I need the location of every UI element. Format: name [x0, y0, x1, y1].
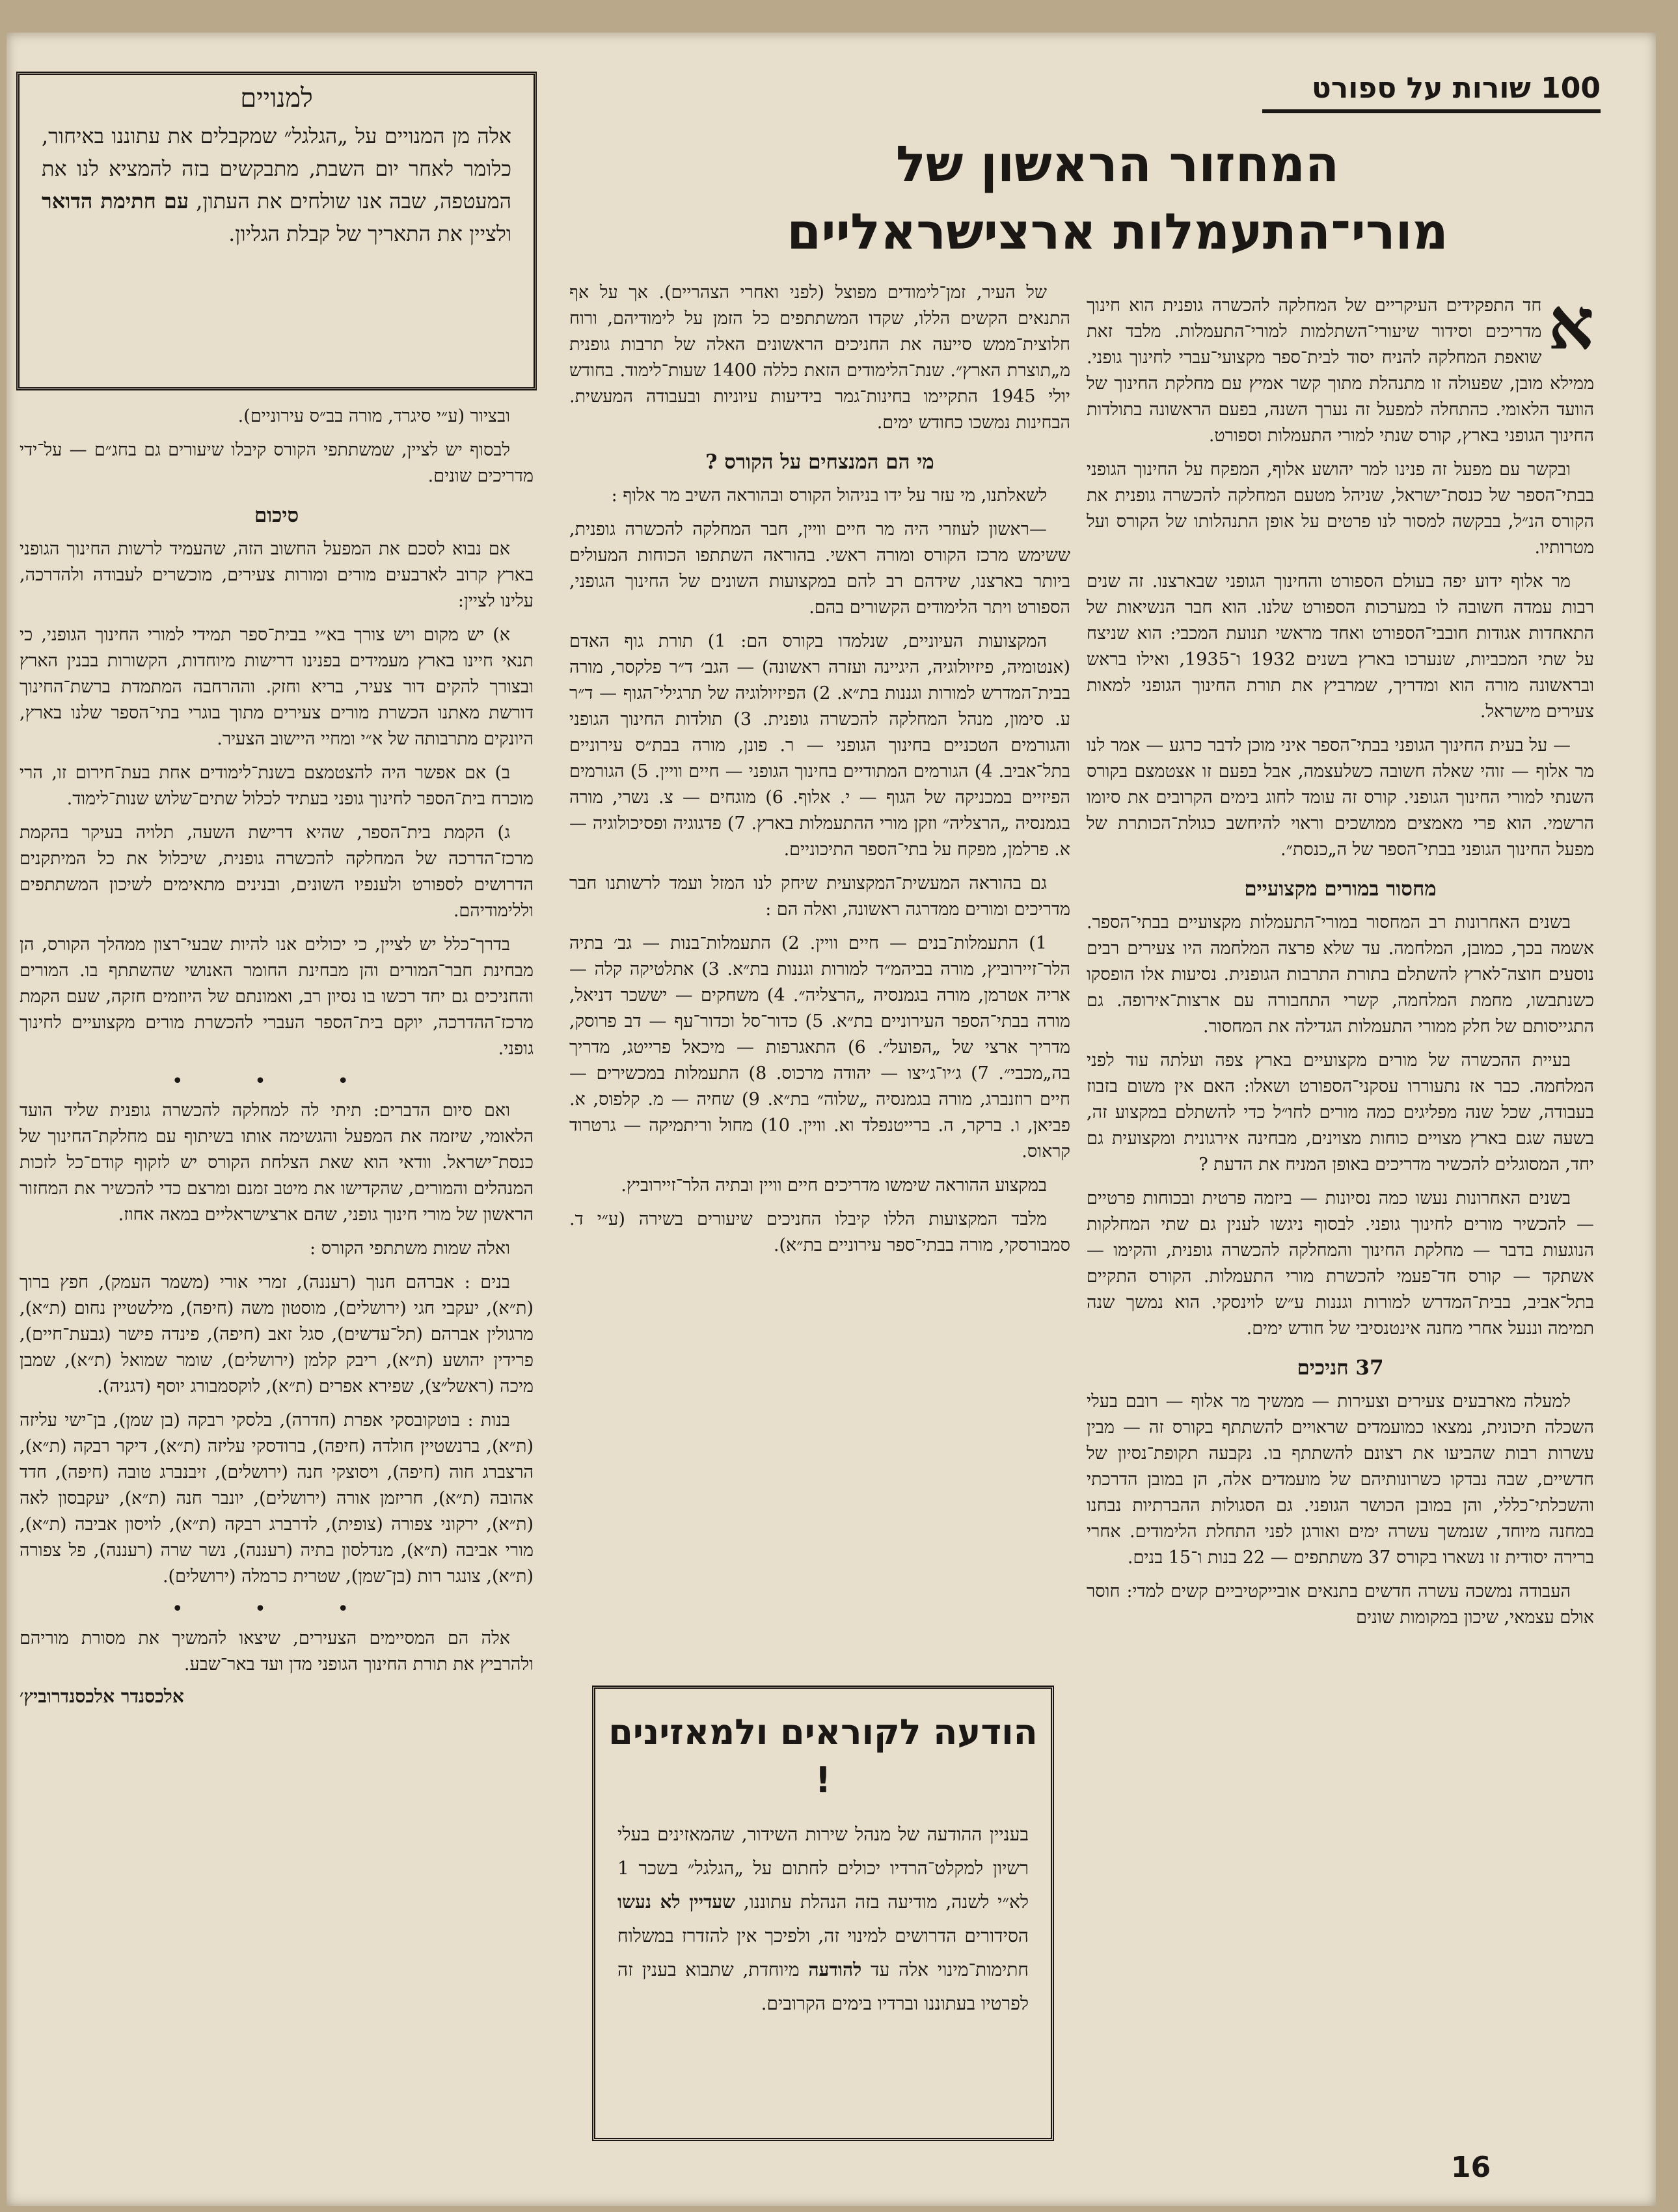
readers-notice-text-2: הסידורים הדרושים למינוי זה, ולפיכך אין להזדרז במשלוח חתימות־מינוי אלה עד	[617, 1925, 1029, 1980]
article-paragraph-text: חד התפקידים העיקריים של המחלקה להכשרה גופנית הוא חינוך מדריכים וסידור שיעורי־השתלמות למורי־התעמלות. מלבד זאת שואפת המחלקה להניח יסוד לבית־ספר מקצועי־עברי לחינוך גופני. ממילא מובן, שפעולה זו מתנהלת מתוך קשר אמיץ עם מחלקת החינוך של הוועד הלאומי. כהתחלה למפעל זה נערך השנה, בפעם הראשונה בתולדות החינוך הגופני בארץ, קורס שנתי למורי התעמלות וספורט.	[1087, 295, 1594, 446]
article-paragraph: —ראשון לעוזרי היה מר חיים וויין, חבר המחלקה להכשרה גופנית, ששימש מרכז הקורס ומורה ראשי. בהוראה השתתפו הכוחות המעולים ביותר בארצנו, שידהם רב להם במקצועות השונים של החינוך הגופני, הספורט ויתר הלימודים הקשורים בהם.	[569, 519, 1070, 618]
subscribers-notice-text-1: אלה מן המנויים על „הגלגל״ שמקבלים את עתוננו באיחור, כלומר לאחר יום השבת, מתבקשים בזה להמציא לנו את המעטפה, שבה אנו שולחים את העתון,	[42, 124, 512, 213]
series-title: 100 שורות על ספורט	[1262, 72, 1601, 113]
section-divider: • • •	[171, 1070, 382, 1093]
article-paragraph: המקצועות העיוניים, שנלמדו בקורס הם: 1) תורת גוף האדם (אנטומיה, פיזיולוגיה, היגיינה ועזרה ראשונה) — הגב׳ ד״ר פלקסר, מורה בבית־המדרש למורות וגננות בת״א. 2) הפיזיולוגיה של תרגילי־הגוף — ד״ר ע. סימון, מנהל המחלקה להכשרה גופנית. 3) תולדות החינוך הגופני והגורמים הטכניים בחינוך הגופני — ר. פונן, מורה בבת״ס עירוניים בתל־אביב. 4) הגורמים המתודיים בחינוך הגופני — חיים וויין. 5) הגורמים הפיזיים במכניקה של הגוף — י. אלוף. 6) מוגחים — צ. נשרי, מורה בגמנסיה „הרצליה״ וזקן מורי ההתעמלות בארץ. 7) פדגוגיה ופסיכולוגיה — א. פרלמן, מפקח על בתי־הספר התיכוניים.	[569, 631, 1070, 860]
article-paragraph: למעלה מארבעים צעירים וצעירות — ממשיך מר אלוף — רובם בעלי השכלה תיכונית, נמצאו כמועמדים שראויים להשתתף בקורס זה — מבין עשרות רבות שהביעו את רצונם להשתתף בו. נקבעה תקופת־נסיון של חדשיים, שבה נבדקו כשרונותיהם של מועמדים אלה, הן במובן הדרכתי והשכלתי־כללי, והן במובן הכושר הגופני. גם הסגולות ההברתיות נבחנו במחנה מיוחד, שנמשך עשרה ימים ואורגן לפני התחלת הלימודים. אחרי ברירה יסודית זו נשארו בקורס 37 משתתפים — 22 בנות ו־15 בנים.	[1087, 1391, 1594, 1568]
article-column-2	[569, 280, 1070, 1666]
article-column-3	[20, 403, 534, 2148]
article-paragraph: ואלה שמות משתתפי הקורס :	[310, 1238, 510, 1259]
article-paragraph: לבסוף יש לציין, שמשתתפי הקורס קיבלו שיעורים גם בחג״ם — על־ידי מדריכים שונים.	[20, 440, 534, 486]
readers-notice-box	[592, 1686, 1054, 2141]
article-paragraph: 1) התעמלות־בנים — חיים וויין. 2) התעמלות־בנות — גב׳ בתיה הלר־זיירוביץ, מורה בביהמ״ד למורות וגננות בת״א. 3) אתלטיקה קלה — אריה אטרמן, מורה בגמנסיה „הרצליה״. 4) משחקים — יששכר דניאל, מורה בבתי־הספר העירוניים בת״א. 5) כדור־סל וכדור־עף — דב פרוסק, מדריך ארצי של „הפועל״. 6) התאגרפות — מיכאל פרייטג, מדריך בה„מכבי״. 7) ג׳יו־ג׳יצו — יהודה מרכוס. 8) התעמלות במכשירים — חיים רוזנברג, מורה בגמנסיה „שלוה״ בת״א. 9) שחיה — מ. קלפוס, א. פביאן, ו. ברקר, ה. ברייטנפלד וא. וויין. 10) מחול וריתמיקה — גרטרוד קראוס.	[569, 933, 1070, 1162]
article-paragraph: — על בעית החינוך הגופני בבתי־הספר איני מוכן לדבר כרגע — אמר לנו מר אלוף — זוהי שאלה חשובה כשלעצמה, אבל בפעם זו אצטמצם בקורס השנתי למורי החינוך הגופני. קורס זה עומד לחוג בימים הקרובים את סיומו הרשמי. הוא פרי מאמצים ממושכים וראוי להיחשב כגולת־הכותרת של מפעל החינוך הגופני בבתי־הספר של ה„כנסת״.	[1087, 735, 1594, 860]
article-paragraph: בשנים האחרונות רב המחסור במורי־התעמלות מקצועיים בבתי־הספר. אשמה בכך, כמובן, המלחמה. עד שלא פרצה המלחמה היו צעירים רבים נוסעים חוצה־לארץ להשתלם בתורת התרבות הגופנית. נסיעות אלו הופסקו כשנתבשו, מחמת המלחמה, קשרי התחבורה עם ארצות־אירופה. גם התגייסותם של חלק ממורי התעמלות הגדילה את המחסור.	[1087, 912, 1594, 1037]
article-paragraph: בשנים האחרונות נעשו כמה נסיונות — ביזמה פרטית ובכוחות פרטיים — להכשיר מורים לחינוך גופני. לבסוף ניגשו לענין גם שתי המחלקות הנוגעות בדבר — מחלקת החינוך והמחלקה להכשרה גופנית, והקימו — אשתקד — קורס חד־פעמי להכשרת מורי התעמלות. הקורס התקיים בתל־אביב, בבית־המדרש למורות וגננות ע״ש לוינסקי. הוא נמשך שנה תמימה וננעל אחרי מחנה אינטנסיבי של חודש ימים.	[1087, 1188, 1594, 1339]
subscribers-notice-box	[16, 72, 537, 390]
article-paragraph: ובציור (ע״י סיגרד, מורה בב״ס עירוניים).	[237, 406, 510, 426]
headline: המחזור הראשון של מורי־התעמלות ארצישראליים	[787, 135, 1448, 260]
readers-notice-text-1: בעניין ההודעה של מנהל שירות השידור, שהמאזינים בעלי רשיון למקלט־הרדיו יכולים לחתום על „הגלגל״ בשכר 1 לא״י לשנה, מודיעה בזה הנהלת עתוננו,	[617, 1823, 1029, 1913]
section-divider: • • •	[171, 1598, 382, 1620]
article-paragraph: גם בהוראה המעשית־המקצועית שיחק לנו המזל ועמד לרשותנו חבר מדריכים ומורים ממדרגה ראשונה, ואלה הם :	[569, 873, 1070, 920]
subscribers-notice-text	[42, 120, 511, 250]
article-paragraph	[1087, 293, 1594, 449]
article-paragraph: של העיר, זמן־לימודים מפוצל (לפני ואחרי הצהריים). אך על אף התנאים הקשים הללו, שקדו המשתתפים כל הזמן על לימודיהם, ורוח חלוצית־ממש סייעה את החניכים הראשונים האלה של תרבות גופנית מ„תוצרת הארץ״. שנת־הלימודים הזאת כללה 1400 שעות־לימוד. בחודש יולי 1945 התקיימו בחינות־גמר בידיעות עיוניות ובעבודה המעשית. הבחינות נמשכו כחודש ימים.	[569, 282, 1070, 433]
article-paragraph: בעיית ההכשרה של מורים מקצועיים בארץ צפה ועלתה עוד לפני המלחמה. כבר אז נתעוררו עסקני־הספורט ושאלו: האם אין משום בזבוז בעבודה, שכל שנה מפליגים כמה מורים לחו״ל כדי להשתלם במקצוע זה, בשעה שגם בארץ מצויים כוחות מצוינים, מבחינה אירגונית ומקצועית גם יחד, המסוגלים להכשיר מדריכים באופן המניח את הדעת ?	[1087, 1050, 1594, 1175]
page-number: 16	[1451, 2151, 1491, 2184]
readers-notice-bold: שעדיין לא נעשו	[617, 1891, 736, 1913]
article-paragraph: ובקשר עם מפעל זה פנינו למר יהושע אלוף, המפקח על החינוך הגופני בבתי־הספר של כנסת־ישראל, שניהל מטעם המחלקה להכשרה גופנית את הקורס הנ״ל, בבקשה למסור לנו פרטים על אופן התנהלותו של הקורס ועל מטרותיו.	[1087, 459, 1594, 558]
article-paragraph: בדרך־כלל יש לציין, כי יכולים אנו להיות שבעי־רצון ממהלך הקורס, הן מבחינת חבר־המורים והן מבחינת החומר האנושי שהשתתף בו. המורים והחניכים גם יחד רכשו בו נסיון רב, ואמונתם של היוזמים חזקה, שעם הקמת מרכז־ההדרכה, יוקם בית־הספר העברי להכשרת מורים מקצועיים לחינוך גופני.	[20, 935, 534, 1059]
article-paragraph: לשאלתנו, מי עזר על ידו בניהול הקורס ובהוראה השיב מר אלוף :	[611, 485, 1047, 506]
article-paragraph: ב) אם אפשר היה להצטמצם בשנת־לימודים אחת בעת־חירום זו, הרי מוכרח בית־הספר לחינוך גופני בעתיד לכלול שתים־שלוש שנות־לימוד.	[20, 763, 534, 809]
participants-girls: בנות : בוטקובסקי אפרת (חדרה), בלסקי רבקה (בן שמן), בן־ישי עליזה (ת״א), ברנשטיין חולדה (חיפה), ברודסקי עליזה (ת״א), דיקר רבקה (ת״א), הרצברג חוה (חיפה), ויסוצקי חנה (ירושלים), זיבנברג טובה (חיפה), חדד אהובה (ת״א), חריזמן אורה (ירושלים), יונבר חנה (ת״א), יעקבסון לאה (ת״א), ירקוני צפורה (צופית), לדרברג רבקה (ת״א), לויסון אביבה (ת״א), מורי אביבה (ת״א), מנדלסון בתיה (רעננה), נשר שרה (רעננה), פל צפורה (ת״א), צונגר רות (בן־שמן), שטרית כרמלה (ירושלים).	[20, 1410, 534, 1587]
article-paragraph: אם נבוא לסכם את המפעל החשוב הזה, שהעמיד לרשות החינוך הגופני בארץ קרוב לארבעים מורים ומורות צעירים, מוכשרים לעבודה ולהדרכה, עלינו לציין:	[20, 539, 534, 611]
section-heading: 37 חניכים	[1297, 1356, 1384, 1380]
subscribers-notice-title: למנויים	[240, 83, 313, 113]
author-signature: אלכסנדר אלכסנדרוביץ׳	[20, 1686, 184, 1707]
readers-notice-title: הודעה לקוראים ולמאזינים !	[608, 1712, 1038, 1801]
readers-notice-text-3: מיוחדת, שתבוא בענין זה לפרטיו בעתוננו וברדיו בימים הקרובים.	[617, 1959, 1029, 2014]
section-heading: מחסור במורים מקצועיים	[1244, 877, 1437, 901]
section-heading: מי הם המנצחים על הקורס ?	[705, 450, 934, 474]
article-paragraph: העבודה נמשכה עשרה חדשים בתנאים אובייקטיביים קשים למדי: חוסר אולם עצמאי, שיכון במקומות שונים	[1087, 1581, 1594, 1628]
section-heading: סיכום	[254, 504, 299, 527]
readers-notice-bold-2: להודעה	[808, 1959, 862, 1980]
participants-boys: בנים : אברהם חנוך (רעננה), זמרי אורי (משמר העמק), חפץ ברוך (ת״א), יעקבי חגי (ירושלים), מוסטון משה (חיפה), מילשטיין נחום (ת״א), מרגולין אברהם (תל־עדשים), סגל זאב (חיפה), פינדה פישר (גבעת־חיים), פרידין יהושע (ת״א), ריבק קלמן (ירושלים), שומר שמואל (ת״א), שמבן מיכה (ראשל״צ), שפירא אפרים (ת״א), לוקסמבורג יוסף (דגניה).	[20, 1272, 534, 1397]
article-column-1	[1087, 293, 1594, 2135]
article-paragraph: במקצוע ההוראה שימשו מדריכים חיים וויין ובתיה הלר־זיירוביץ.	[621, 1175, 1047, 1195]
article-paragraph: ואם סיום הדברים: תיתי לה למחלקה להכשרה גופנית שליד הועד הלאומי, שיזמה את המפעל והגשימה אותו בשיתוף עם מחלקת־החינוך של כנסת־ישראל. וודאי הוא שאת הצלחת הקורס יש לזקוף קודם־כל לזכות המנהלים והמורים, שהקדישו את מיטב זמנם ומרצם כדי להכשיר את המחזור הראשון של מורי חינוך גופני, שהם ארצישראליים במאה אחוז.	[20, 1100, 534, 1225]
subscribers-notice-bold: עם חתימת הדואר	[42, 189, 189, 213]
headline-block	[634, 130, 1601, 266]
article-paragraph: ג) הקמת בית־הספר, שהיא דרישת השעה, תלויה בעיקר בהקמת מרכז־הדרכה של המחלקה להכשרה גופנית, שיכלול את כל המיתקנים הדרושים לספורט ולענפיו השונים, ובנינים מתאימים לשיכון המשתתפים וללימודיהם.	[20, 823, 534, 921]
article-paragraph: א) יש מקום ויש צורך בא״י בבית־ספר תמידי למורי החינוך הגופני, כי תנאי חיינו בארץ מעמידים בפנינו דרישות מיוחדות, הקשורות בבנין הארץ ובצורך להקים דור צעיר, בריא וחזק. וההרחבה המתמדת ברשת־החינוך דורשת מאתנו הכשרת מורים צעירים מתוך בוגרי בתי־הספר שלנו בארץ, היונקים מתרבותה של א״י ומחיי היישוב הצעיר.	[20, 625, 534, 749]
newspaper-page	[7, 33, 1656, 2206]
article-paragraph: מלבד המקצועות הללו קיבלו החניכים שיעורים בשירה (ע״י ד. סמבורסקי, מורה בבתי־ספר עירוניים בת״א).	[569, 1209, 1070, 1255]
subscribers-notice-text-2: ולציין את התאריך של קבלת הגליון.	[228, 221, 511, 246]
article-paragraph: אלה הם המסיימים הצעירים, שיצאו להמשיך את מסורת מוריהם ולהרביץ את תורת החינוך הגופני מדן ועד באר־שבע.	[20, 1628, 534, 1674]
article-paragraph: מר אלוף ידוע יפה בעולם הספורט והחינוך הגופני שבארצנו. זה שנים רבות עמדה חשובה לו במערכות הספורט שלנו. הוא חבר הנשיאות של התאחדות אגודות חובבי־הספורט ואחד מראשי תנועת המכבי: הוא שניצח על שתי המכביות, שנערכו בארץ בשנים 1932 ו־1935, ואילו בראש ובראשונה מורה הוא ומדריך, שמרביץ את תורת החינוך הגופני למאות צעירים מישראל.	[1087, 571, 1594, 722]
drop-cap: א	[1548, 293, 1594, 366]
readers-notice-text	[617, 1818, 1029, 2021]
